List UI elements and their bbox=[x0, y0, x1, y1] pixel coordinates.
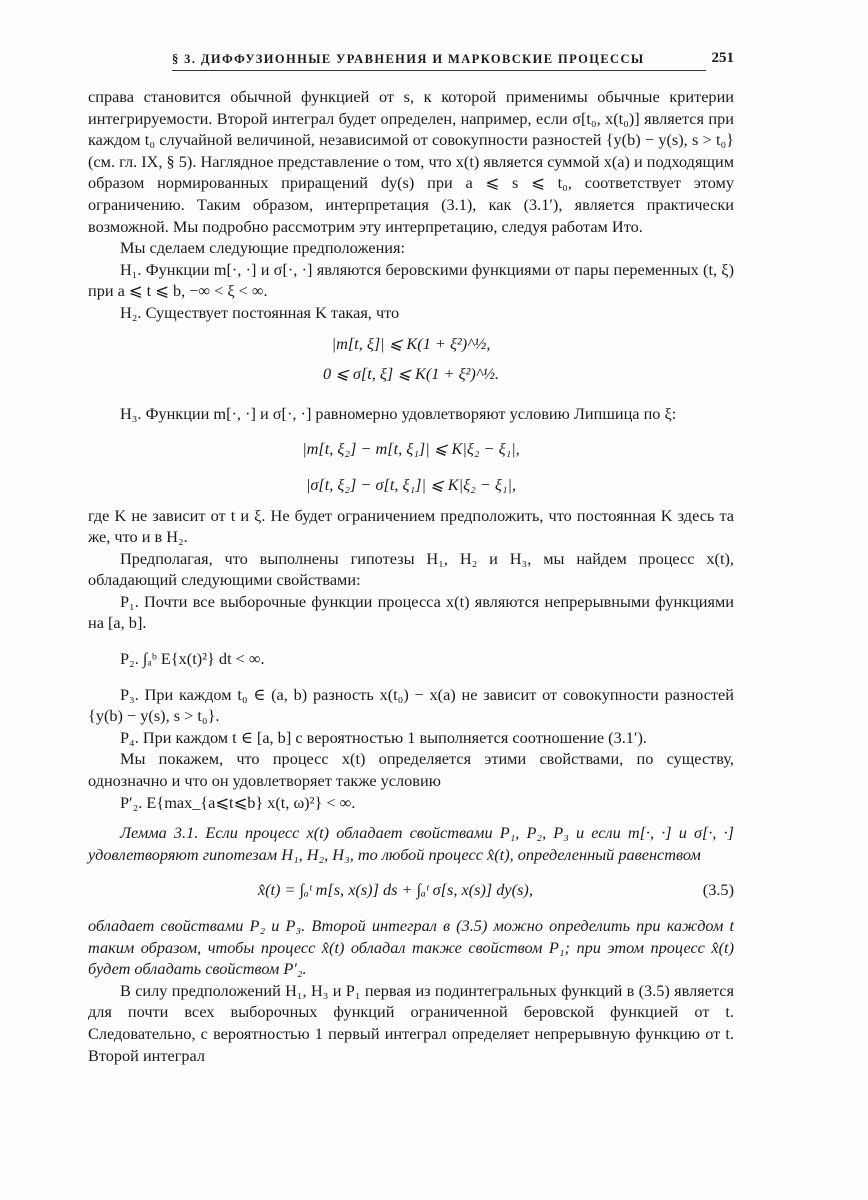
property-p2: P₂. ∫ₐᵇ E{x(t)²} dt < ∞. bbox=[120, 649, 265, 669]
paragraph-proof-start: В силу предположений H₁, H₃ и P₁ первая из подинтегральных функций в (3.5) является для почти всех выборочных функций ограниченной беровской функцией от t. Следовательно, с вероятностью 1 первый интеграл определяет непрерывную функцию от t. Второй интеграл bbox=[88, 980, 734, 1065]
equation-3-5-body: x̂(t) = ∫ₐᵗ m[s, x(s)] ds + ∫ₐᵗ σ[s, x(s)] dy(s), bbox=[257, 880, 533, 900]
running-title: § 3. ДИФФУЗИОННЫЕ УРАВНЕНИЯ И МАРКОВСКИЕ ПРОЦЕССЫ bbox=[172, 52, 645, 66]
hypothesis-h1: H₁. Функции m[·, ·] и σ[·, ·] являются беровскими функциями от пары переменных (t, ξ) при a ⩽ t ⩽ b, −∞ < ξ < ∞. bbox=[88, 259, 734, 301]
equation-h2-bound-m: |m[t, ξ]| ⩽ K(1 + ξ²)^½, bbox=[331, 333, 491, 353]
page-number: 251 bbox=[711, 50, 734, 66]
paragraph-process-intro: Предполагая, что выполнены гипотезы H₁, H₂ и H₃, мы найдем процесс x(t), обладающий следующими свойствами: bbox=[88, 548, 734, 590]
paragraph-uniqueness: Мы покажем, что процесс x(t) определяется этими свойствами, по существу, однозначно и что он удовлетворяет также условию bbox=[88, 749, 734, 791]
page-body bbox=[88, 86, 734, 1066]
equation-lipschitz-m: |m[t, ξ₂] − m[t, ξ₁]| ⩽ K|ξ₂ − ξ₁|, bbox=[302, 439, 520, 459]
header-rule bbox=[172, 70, 706, 71]
lemma-3-1: Лемма 3.1. Если процесс x(t) обладает свойствами P₁, P₂, P₃ и если m[·, ·] и σ[·, ·] удовлетворяют гипотезам H₁, H₂, H₃, то любой процесс x̂(t), определенный равенством bbox=[88, 823, 734, 864]
equation-3-5 bbox=[88, 879, 734, 901]
page-header bbox=[92, 46, 734, 74]
hypothesis-h2: H₂. Существует постоянная K такая, что bbox=[120, 302, 400, 322]
equation-number: (3.5) bbox=[702, 880, 734, 900]
paragraph-continuation: справа становится обычной функцией от s, к которой применимы обычные критерии интегрируемости. Второй интеграл будет определен, например, если σ[t₀, x(t₀)] является при каждом t₀ случайной величиной, независимой от совокупности разностей {y(b) − y(s), s > t₀} (см. гл. IX, § 5). Наглядное представление о том, что x(t) является суммой x(a) и подходящим образом нормированных приращений dy(s) при a ⩽ s ⩽ t₀, соответствует этому ограничению. Таким образом, интерпретация (3.1), как (3.1′), является практически возможной. Мы подробно рассмотрим эту интерпретацию, следуя работам Ито. bbox=[88, 87, 734, 236]
lemma-conclusion: обладает свойствами P₂ и P₃. Второй интеграл в (3.5) можно определить при каждом t таким образом, чтобы процесс x̂(t) обладал также свойством P₁; при этом процесс x̂(t) будет обладать свойством P′₂. bbox=[88, 916, 734, 979]
property-p1: P₁. Почти все выборочные функции процесса x(t) являются непрерывными функциями на [a, b]. bbox=[88, 591, 734, 633]
paragraph-assumptions-intro: Мы сделаем следующие предположения: bbox=[120, 238, 406, 258]
equation-lipschitz-sigma: |σ[t, ξ₂] − σ[t, ξ₁]| ⩽ K|ξ₂ − ξ₁|, bbox=[305, 474, 517, 494]
property-p3: P₃. При каждом t₀ ∈ (a, b) разность x(t₀) − x(a) не зависит от совокупности разностей {y(b) − y(s), s > t₀}. bbox=[88, 684, 734, 726]
paragraph-k-remark: где K не зависит от t и ξ. Не будет ограничением предположить, что постоянная K здесь та же, что и в H₂. bbox=[88, 505, 734, 547]
equation-h2-bound-sigma: 0 ⩽ σ[t, ξ] ⩽ K(1 + ξ²)^½. bbox=[322, 364, 500, 384]
hypothesis-h3: H₃. Функции m[·, ·] и σ[·, ·] равномерно удовлетворяют условию Липшица по ξ: bbox=[120, 403, 677, 423]
property-p4: P₄. При каждом t ∈ [a, b] с вероятностью 1 выполняется соотношение (3.1′). bbox=[120, 727, 647, 747]
property-p2-prime: P′₂. E{max_{a⩽t⩽b} x(t, ω)²} < ∞. bbox=[120, 792, 356, 812]
